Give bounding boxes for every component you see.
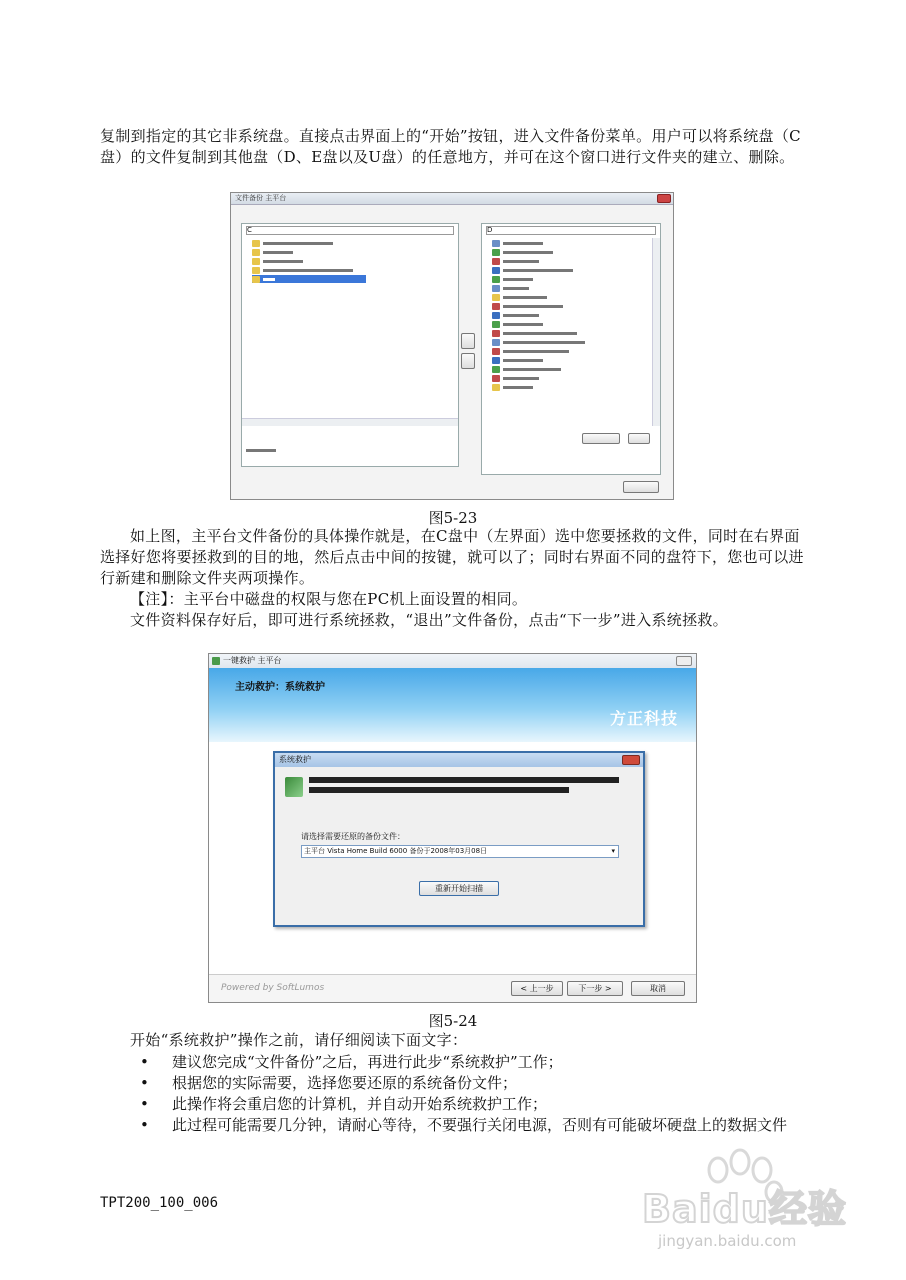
source-drive-select[interactable] (246, 226, 454, 235)
intro-paragraph: 复制到指定的其它非系统盘。直接点击界面上的“开始”按钮，进入文件备份菜单。用户可以将系统盘（C盘）的文件复制到其他盘（D、E盘以及U盘）的任意地方，并可在这个窗口进行文件夹的建立、删除。 (100, 127, 801, 166)
instructions-intro: 开始“系统救护”操作之前，请仔细阅读下面文字： (130, 1031, 468, 1049)
system-rescue-dialog (273, 751, 645, 927)
target-drive-value: D (487, 226, 493, 234)
brand-logo: 方正科技 (609, 709, 678, 728)
previous-step-button[interactable]: < 上一步 (511, 981, 563, 996)
bullet-icon: • (140, 1074, 149, 1092)
document-footer-code: TPT200_100_006 (100, 1195, 219, 1211)
figure-caption-5-23: 图5-23 (428, 509, 478, 527)
folder-icon (252, 276, 260, 283)
rescan-button[interactable]: 重新开始扫描 (419, 881, 499, 896)
rescue-window-title: 一键救护 主平台 (223, 656, 282, 665)
exit-button[interactable] (623, 481, 659, 493)
list-item (100, 1052, 810, 1073)
next-step-button[interactable]: 下一步 > (567, 981, 623, 996)
rescue-window-titlebar (209, 654, 696, 668)
source-file-list (252, 239, 452, 283)
list-item (100, 1073, 810, 1094)
list-item (100, 1115, 810, 1136)
source-drive-value: C (247, 226, 252, 234)
backup-file-value: 主平台 Vista Home Build 6000 备份于2008年03月08日 (304, 847, 488, 855)
figure-caption-5-24: 图5-24 (428, 1012, 478, 1030)
cancel-button[interactable]: 取消 (631, 981, 685, 996)
list-item-text: 此操作将会重启您的计算机，并自动开始系统救护工作； (172, 1095, 548, 1113)
source-scrollbar[interactable] (242, 418, 458, 426)
list-item (100, 1094, 810, 1115)
folder-icon (252, 258, 260, 265)
close-icon[interactable] (657, 194, 671, 203)
target-drive-select[interactable] (486, 226, 656, 235)
chevron-down-icon: ▾ (611, 847, 615, 855)
target-panel (481, 223, 661, 475)
rescue-subtitle: 主动救护：系统救护 (235, 682, 325, 693)
bullet-icon: • (140, 1095, 149, 1113)
delete-folder-button[interactable] (628, 433, 650, 444)
folder-icon (252, 249, 260, 256)
note-paragraph: 【注】：主平台中磁盘的权限与您在PC机上面设置的相同。 (130, 590, 528, 608)
file-backup-screenshot (230, 192, 674, 500)
copy-button[interactable] (461, 333, 475, 349)
target-scrollbar[interactable] (652, 238, 660, 426)
next-step-paragraph: 文件资料保存好后，即可进行系统拯救，“退出”文件备份，点击“下一步”进入系统拯救。 (130, 611, 728, 629)
description-paragraph: 如上图，主平台文件备份的具体操作就是，在C盘中（左界面）选中您要拯救的文件，同时在右界面选择好您将要拯救到的目的地，然后点击中间的按键，就可以了；同时右界面不同的盘符下，您也可以进行新建和删除文件夹两项操作。 (100, 527, 804, 587)
source-panel (241, 223, 459, 467)
target-file-list (492, 239, 650, 391)
baidu-watermark (636, 1140, 866, 1265)
backup-select-label: 请选择需要还原的备份文件： (301, 832, 405, 841)
watermark-brand: Baidu经验 (642, 1187, 847, 1231)
app-icon (212, 657, 220, 665)
watermark-url: jingyan.baidu.com (658, 1232, 797, 1250)
bullet-icon: • (140, 1053, 149, 1071)
bullet-icon: • (140, 1116, 149, 1134)
folder-icon (252, 240, 260, 247)
dialog-close-icon[interactable] (622, 755, 640, 765)
new-folder-button[interactable] (582, 433, 620, 444)
copy-back-button[interactable] (461, 353, 475, 369)
dialog-titlebar (275, 753, 643, 767)
dialog-title: 系统救护 (279, 755, 311, 764)
backup-file-select[interactable] (301, 845, 619, 858)
rescue-header-banner (209, 668, 696, 742)
instruction-list (100, 1052, 810, 1136)
backup-window-title: 文件备份 主平台 (235, 194, 287, 202)
backup-window-titlebar (231, 193, 673, 205)
computer-icon (285, 777, 303, 797)
rescue-footer-bar (209, 974, 696, 1002)
list-item-text: 根据您的实际需要，选择您要还原的系统备份文件； (172, 1074, 518, 1092)
list-item-text: 此过程可能需要几分钟，请耐心等待，不要强行关闭电源，否则有可能破坏硬盘上的数据文件 (172, 1116, 788, 1134)
powered-by-text: Powered by SoftLumos (221, 983, 325, 993)
close-icon[interactable] (676, 656, 692, 666)
folder-icon (252, 267, 260, 274)
system-rescue-screenshot (208, 653, 697, 1003)
list-item-text: 建议您完成“文件备份”之后，再进行此步“系统救护”工作； (172, 1053, 563, 1071)
